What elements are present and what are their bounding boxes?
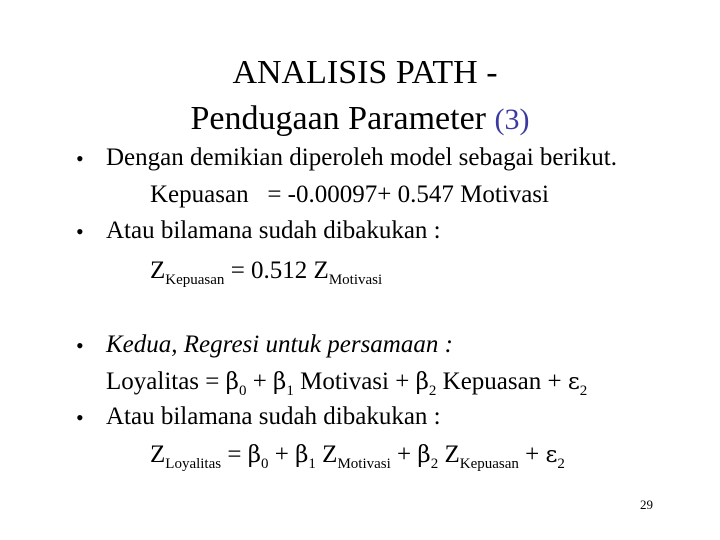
subscript: 1 [286, 383, 294, 399]
slide-title-line2 [0, 102, 720, 136]
bullet-3: • [76, 333, 84, 358]
subscript-kepuasan: Kepuasan [165, 272, 225, 288]
page-number: 29 [640, 497, 653, 512]
beta-symbol: β [417, 442, 431, 468]
beta-symbol: β [225, 369, 239, 395]
item-1-equation: Kepuasan = -0.00097+ 0.547 Motivasi [150, 181, 549, 208]
beta-symbol: β [295, 442, 309, 468]
eq-term: = [221, 441, 248, 468]
eq-term: + [390, 441, 418, 468]
subscript: 2 [579, 383, 588, 399]
z-symbol: Z [444, 441, 460, 468]
subscript-motivasi: Motivasi [328, 272, 383, 288]
subscript-kepuasan: Kepuasan [459, 456, 519, 472]
title-number: (3) [494, 103, 530, 136]
subscript: 2 [557, 456, 565, 472]
bullet-1: • [76, 146, 84, 171]
z-symbol: Z [150, 257, 166, 284]
eq-term: Loyalitas = [106, 368, 226, 395]
eq-term: + [246, 368, 274, 395]
bullet-4: • [76, 405, 84, 430]
z-symbol: Z [313, 257, 329, 284]
subscript: 0 [261, 456, 269, 472]
subscript: 0 [238, 383, 247, 399]
beta-symbol: β [247, 442, 262, 468]
item-2-text: Atau bilamana sudah dibakukan : [106, 217, 441, 244]
bullet-2: • [76, 219, 84, 244]
item-4-text: Atau bilamana sudah dibakukan : [106, 403, 441, 430]
subscript-loyalitas: Loyalitas [165, 456, 222, 472]
title-text: Pendugaan Parameter [190, 100, 495, 137]
slide-title-line1: ANALISIS PATH - [232, 54, 498, 91]
eq-term: + [518, 441, 546, 468]
eq-term: + [268, 441, 296, 468]
subscript: 2 [430, 456, 439, 472]
subscript: 1 [308, 456, 316, 472]
beta-symbol: β [415, 369, 429, 395]
item-3-text: Kedua, Regresi untuk persamaan : [106, 331, 453, 358]
eq-term: Kepuasan + [436, 368, 568, 395]
subscript: 2 [428, 383, 437, 399]
subscript-motivasi: Motivasi [337, 456, 391, 472]
item-2-equation [150, 257, 383, 288]
z-symbol: Z [322, 441, 338, 468]
item-3-equation [106, 368, 588, 399]
coefficient: = 0.512 [224, 257, 314, 284]
item-4-equation [150, 441, 565, 472]
item-1-text: Dengan demikian diperoleh model sebagai berikut. [106, 144, 617, 171]
epsilon-symbol: ε [567, 369, 580, 395]
beta-symbol: β [273, 369, 287, 395]
eq-term: Motivasi + [293, 368, 416, 395]
epsilon-symbol: ε [545, 442, 558, 468]
z-symbol: Z [150, 441, 166, 468]
